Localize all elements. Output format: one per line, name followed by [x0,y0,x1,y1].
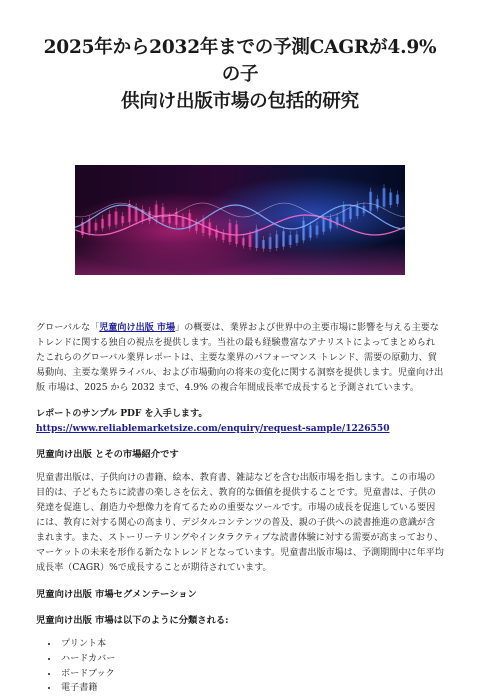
market-link[interactable]: 児童向け出版 市場 [99,322,176,333]
intro-paragraph [36,320,444,396]
section-heading-intro: 児童向け出版 とその市場紹介です [36,449,179,460]
title-line-1: 2025年から2032年までの予測CAGRが4.9%の子 [43,37,437,85]
segment-list [36,637,444,696]
list-item: • 電子書籍 [59,681,444,696]
section-heading-classification: 児童向け出版 市場は以下のように分類される: [36,615,229,626]
section-heading-segmentation: 児童向け出版 市場セグメンテーション [36,589,197,600]
intro-text-before: グローバルな「 [36,323,100,333]
list-item: • ボードブック [59,667,444,682]
list-item: • ハードカバー [59,652,444,667]
sample-request [36,406,444,436]
intro-text-after: 」の概要は、業界および世界中の主要市場に影響を与える主要なトレンドに関する独自の視点を提供します。当社の最も経験豊富なアナリストによってまとめられたこれらのグローバル業界レポートは、主要な業界のパフォーマンス トレンド、需要の原動力、貿易動向、主要な業界ライバル、および市場動向の将来の変化に関する洞察を提供します。児童向け出版 市場は、2025 から 2032 まで、4.9% の複合年間成長率で成長すると予測されています。 [36,323,444,393]
market-description: 児童書出版は、子供向けの書籍、絵本、教育書、雑誌などを含む出版市場を指します。この市場の目的は、子どもたちに読書の楽しさを伝え、教育的な価値を提供することです。児童書は、子供の発達を促進し、創造力や想像力を育てるための重要なツールです。市場の成長を促進している要因には、教育に対する関心の高まり、デジタルコンテンツの普及、親の子供への読書推進の意識が含まれます。また、ストーリーテリングやインタラクティブな読書体験に対する需要が高まっており、マーケットの未来を形作る新たなトレンドとなっています。児童書出版市場は、予測期間中に年平均成長率（CAGR）%で成長することが期待されています。 [36,473,444,573]
sample-label: レポートのサンプル PDF を入手します。 [36,408,208,419]
title-line-2: 供向け出版市場の包括的研究 [121,91,359,112]
list-item: • プリント本 [59,637,444,652]
sample-url-link[interactable]: https://www.reliablemarketsize.com/enquiry/request-sample/1226550 [36,423,390,434]
hero-image [75,165,405,275]
page-title [36,0,444,115]
